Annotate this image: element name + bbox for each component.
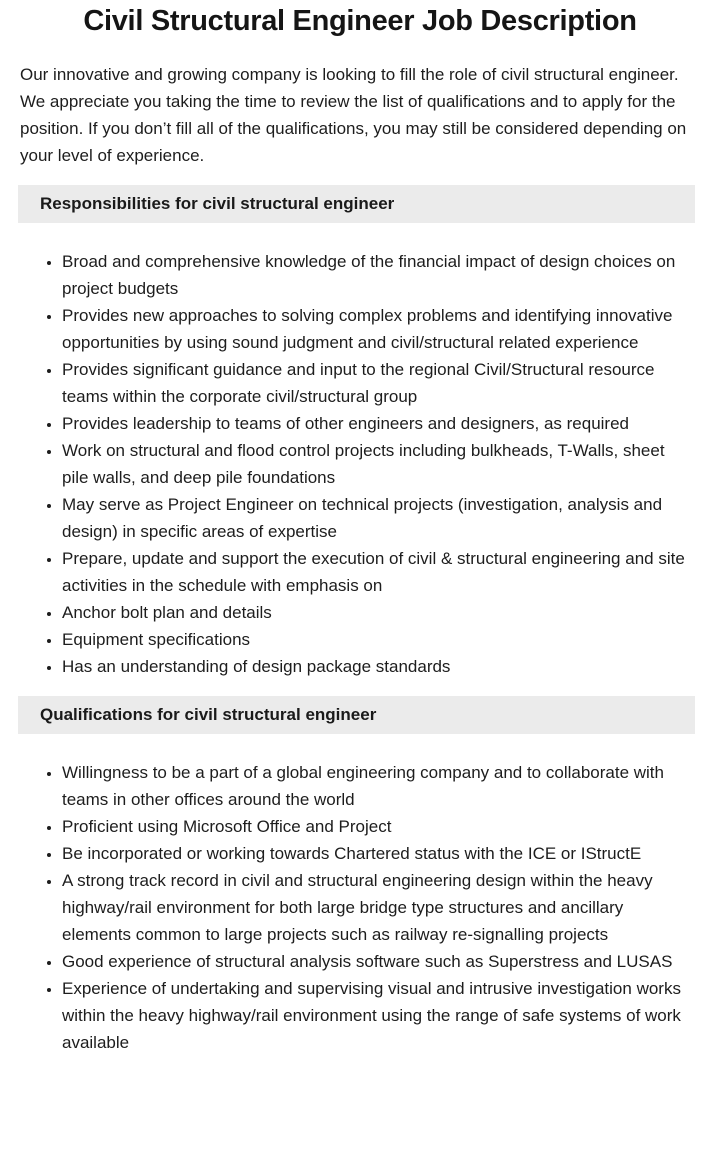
list-item: • Equipment specifications — [62, 626, 694, 653]
list-item: • Provides new approaches to solving complex problems and identifying innovative opportunities by using sound judgment and civil/structural related experience — [62, 302, 694, 356]
list-item: • Provides leadership to teams of other engineers and designers, as required — [62, 410, 694, 437]
list-item: • Experience of undertaking and supervising visual and intrusive investigation works within the heavy highway/rail environment using the range of safe systems of work available — [62, 975, 694, 1056]
list-item: • A strong track record in civil and structural engineering design within the heavy highway/rail environment for both large bridge type structures and ancillary elements common to large projects such as railway re-signalling projects — [62, 867, 694, 948]
list-item: • May serve as Project Engineer on technical projects (investigation, analysis and design) in specific areas of expertise — [62, 491, 694, 545]
list-item: • Work on structural and flood control projects including bulkheads, T-Walls, sheet pile walls, and deep pile foundations — [62, 437, 694, 491]
list-item: • Willingness to be a part of a global engineering company and to collaborate with teams in other offices around the world — [62, 759, 694, 813]
intro-paragraph: Our innovative and growing company is looking to fill the role of civil structural engineer. We appreciate you taking the time to review the list of qualifications and to apply for the position. If you don’t fill all of the qualifications, you may still be considered depending on your level of experience. — [20, 65, 687, 165]
list-item: • Proficient using Microsoft Office and Project — [62, 813, 694, 840]
section-qualifications — [0, 696, 720, 1056]
section-header — [18, 185, 695, 223]
page-title: Civil Structural Engineer Job Description — [83, 5, 637, 37]
section-header — [18, 696, 695, 734]
list-item: • Be incorporated or working towards Chartered status with the ICE or IStructE — [62, 840, 694, 867]
bullet-list — [0, 248, 694, 680]
list-item: • Good experience of structural analysis software such as Superstress and LUSAS — [62, 948, 694, 975]
section-header-label: Qualifications for civil structural engineer — [40, 705, 377, 724]
list-item: • Prepare, update and support the execution of civil & structural engineering and site activities in the schedule with emphasis on — [62, 545, 694, 599]
bullet-list — [0, 759, 694, 1056]
section-responsibilities — [0, 185, 720, 680]
list-item: • Anchor bolt plan and details — [62, 599, 694, 626]
list-item: • Has an understanding of design package standards — [62, 653, 694, 680]
list-item: • Provides significant guidance and input to the regional Civil/Structural resource teams within the corporate civil/structural group — [62, 356, 694, 410]
list-item: • Broad and comprehensive knowledge of the financial impact of design choices on project budgets — [62, 248, 694, 302]
section-header-label: Responsibilities for civil structural engineer — [40, 194, 395, 213]
